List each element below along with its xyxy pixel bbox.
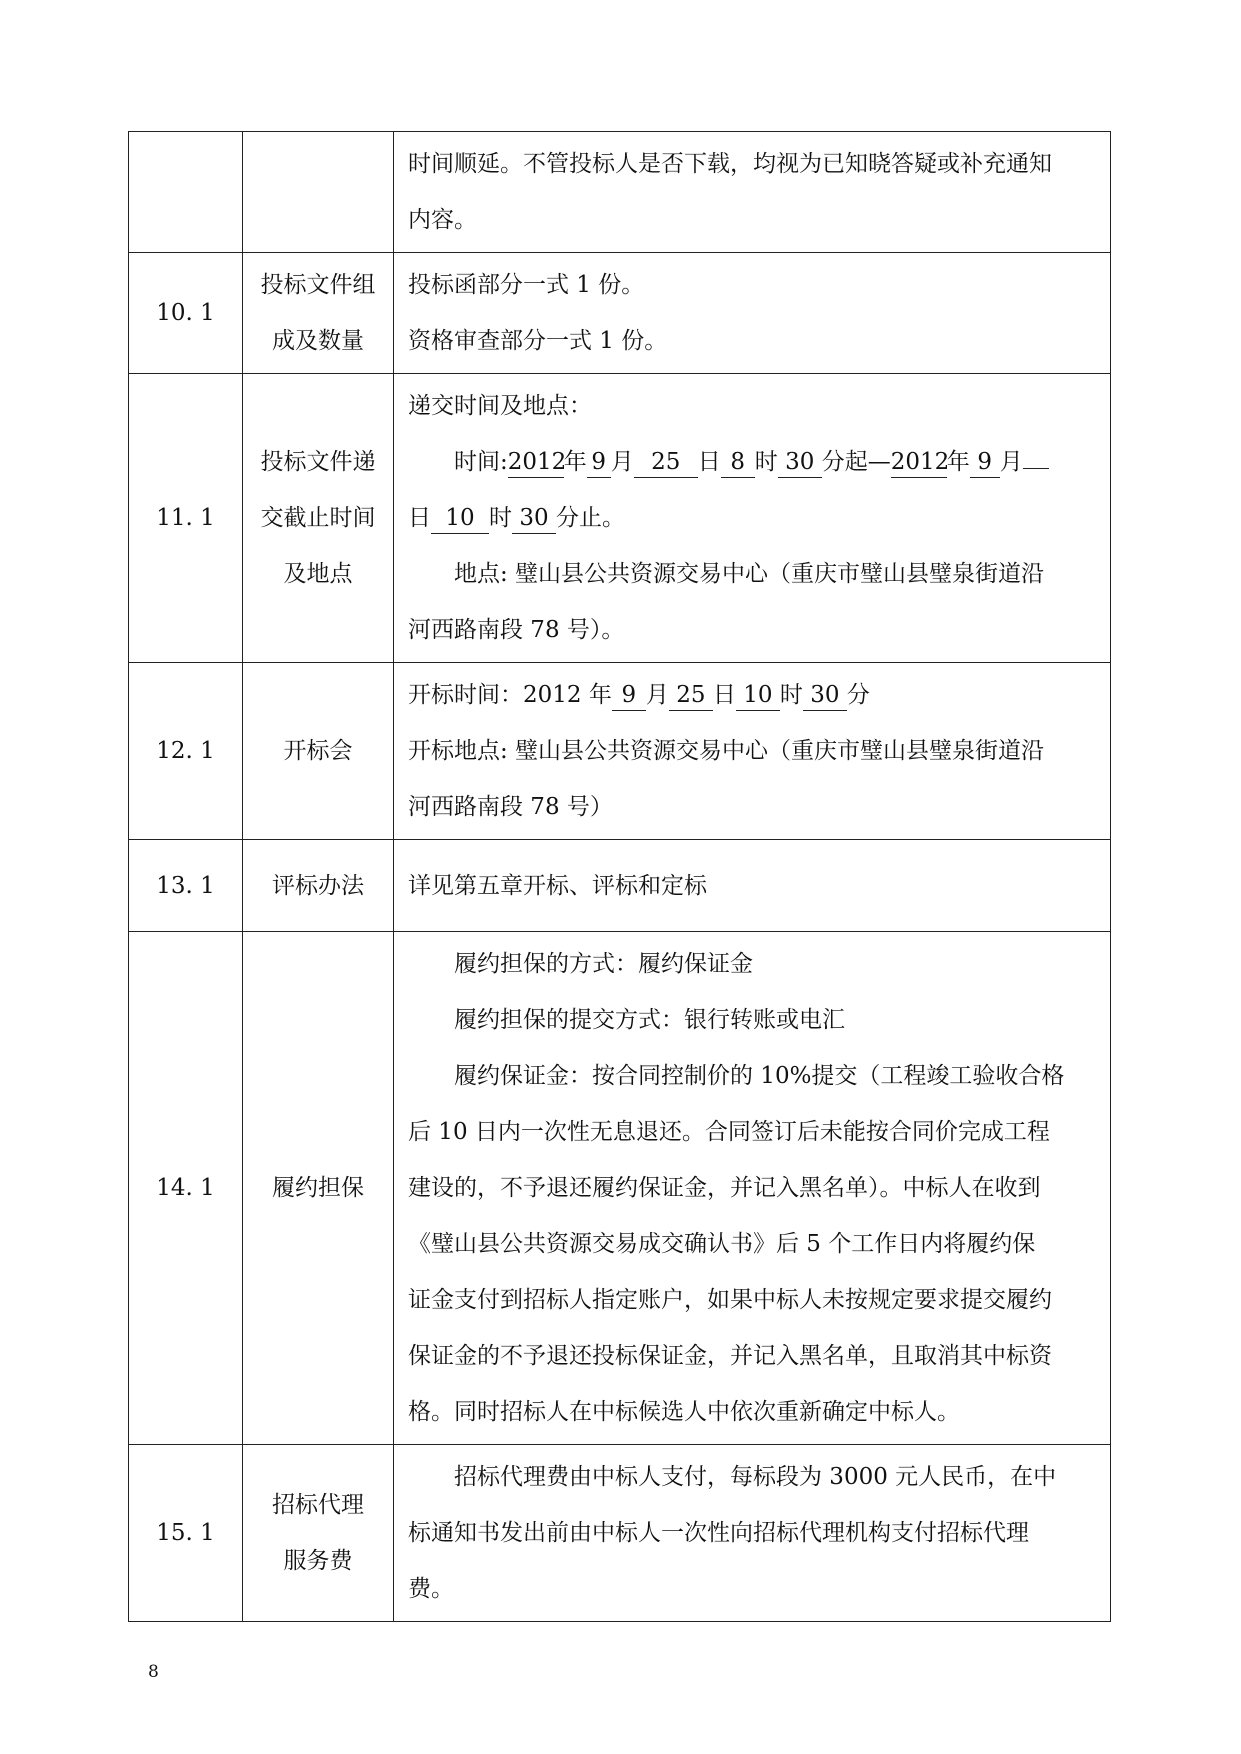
clause-content: 递交时间及地点： 时间:2012年 9 月 25 日 8 时 30 分起—2012年 9 月 日 10 时 30 分止。 地点: 璧山县公共资源交易中心（重庆市璧山县璧泉街道沿 河西路南段 78 号）。 xyxy=(394,374,1111,663)
table-row xyxy=(129,840,1111,932)
table-row xyxy=(129,663,1111,840)
clause-content: 详见第五章开标、评标和定标 xyxy=(394,840,1111,932)
clause-number: 14. 1 xyxy=(129,932,243,1445)
tender-info-table xyxy=(128,131,1111,1622)
table-row xyxy=(129,932,1111,1445)
table-row xyxy=(129,253,1111,374)
clause-name xyxy=(243,132,394,253)
clause-content: 投标函部分一式 1 份。 资格审查部分一式 1 份。 xyxy=(394,253,1111,374)
clause-name: 履约担保 xyxy=(243,932,394,1445)
clause-name: 评标办法 xyxy=(243,840,394,932)
clause-content: 招标代理费由中标人支付，每标段为 3000 元人民币，在中 标通知书发出前由中标人一次性向招标代理机构支付招标代理 费。 xyxy=(394,1445,1111,1622)
submission-time: 时间:2012年 9 月 25 日 8 时 30 分起—2012年 9 月 xyxy=(408,434,1102,490)
clause-content: 开标时间：2012 年 9 月 25 日 10 时 30 分 开标地点: 璧山县公共资源交易中心（重庆市璧山县璧泉街道沿 河西路南段 78 号） xyxy=(394,663,1111,840)
page-number: 8 xyxy=(148,1662,159,1682)
table-row xyxy=(129,1445,1111,1622)
clause-number: 13. 1 xyxy=(129,840,243,932)
clause-content: 时间顺延。不管投标人是否下载，均视为已知晓答疑或补充通知 内容。 xyxy=(394,132,1111,253)
clause-name: 投标文件组 成及数量 xyxy=(243,253,394,374)
clause-number: 12. 1 xyxy=(129,663,243,840)
table-row xyxy=(129,132,1111,253)
clause-number xyxy=(129,132,243,253)
bid-opening-time: 开标时间：2012 年 9 月 25 日 10 时 30 分 xyxy=(408,667,1102,723)
table-row xyxy=(129,374,1111,663)
clause-number: 10. 1 xyxy=(129,253,243,374)
clause-number: 15. 1 xyxy=(129,1445,243,1622)
clause-content: 履约担保的方式：履约保证金 履约担保的提交方式：银行转账或电汇 履约保证金：按合同控制价的 10%提交（工程竣工验收合格 后 10 日内一次性无息退还。合同签订后未能按合同价完成工程 建设的，不予退还履约保证金，并记入黑名单）。中标人在收到 《璧山县公共资源交易成交确认书》后 5 个工作日内将履约保 证金支付到招标人指定账户，如果中标人未按规定要求提交履约 保证金的不予退还投标保证金，并记入黑名单，且取消其中标资 格。同时招标人在中标候选人中依次重新确定中标人。 xyxy=(394,932,1111,1445)
clause-name: 投标文件递 交截止时间 及地点 xyxy=(243,374,394,663)
clause-number: 11. 1 xyxy=(129,374,243,663)
clause-name: 招标代理 服务费 xyxy=(243,1445,394,1622)
clause-name: 开标会 xyxy=(243,663,394,840)
